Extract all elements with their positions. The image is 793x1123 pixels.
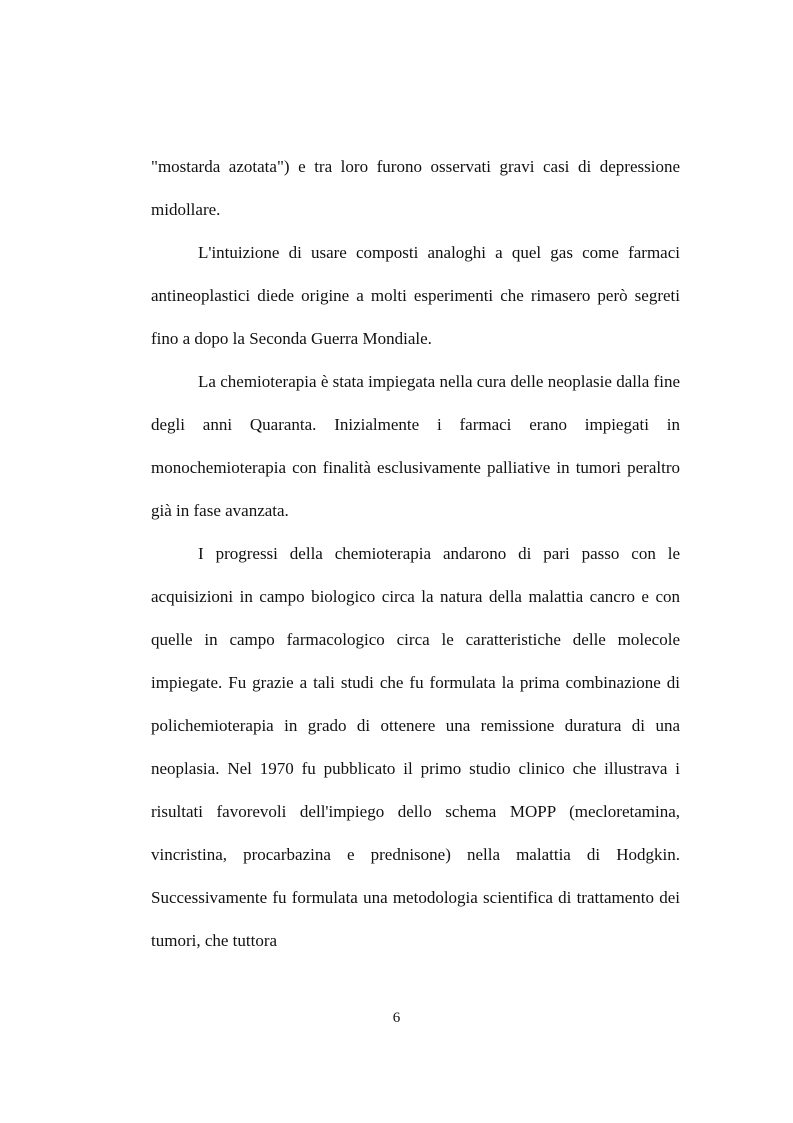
- paragraph-intuizione: L'intuizione di usare composti analoghi a quel gas come farmaci antineoplastici diede origine a molti esperimenti che rimasero però segreti fino a dopo la Seconda Guerra Mondiale.: [151, 243, 680, 348]
- paragraph-progressi: I progressi della chemioterapia andarono di pari passo con le acquisizioni in campo biologico circa la natura della malattia cancro e con quelle in campo farmacologico circa le caratteristiche delle molecole impiegate. Fu grazie a tali studi che fu formulata la prima combinazione di polichemioterapia in grado di ottenere una remissione duratura di una neoplasia. Nel 1970 fu pubblicato il primo studio clinico che illustrava i risultati favorevoli dell'impiego dello schema MOPP (mecloretamina, vincristina, procarbazina e prednisone) nella malattia di Hodgkin. Successivamente fu formulata una metodologia scientifica di trattamento dei tumori, che tuttora: [151, 544, 680, 950]
- page-number: 6: [392, 1010, 401, 1026]
- paragraph-chemioterapia: La chemioterapia è stata impiegata nella cura delle neoplasie dalla fine degli anni Quaranta. Inizialmente i farmaci erano impiegati in monochemioterapia con finalità esclusivamente palliative in tumori peraltro già in fase avanzata.: [151, 372, 680, 520]
- body-text: [151, 145, 680, 962]
- paragraph-continued: "mostarda azotata") e tra loro furono osservati gravi casi di depressione midollare.: [151, 157, 680, 219]
